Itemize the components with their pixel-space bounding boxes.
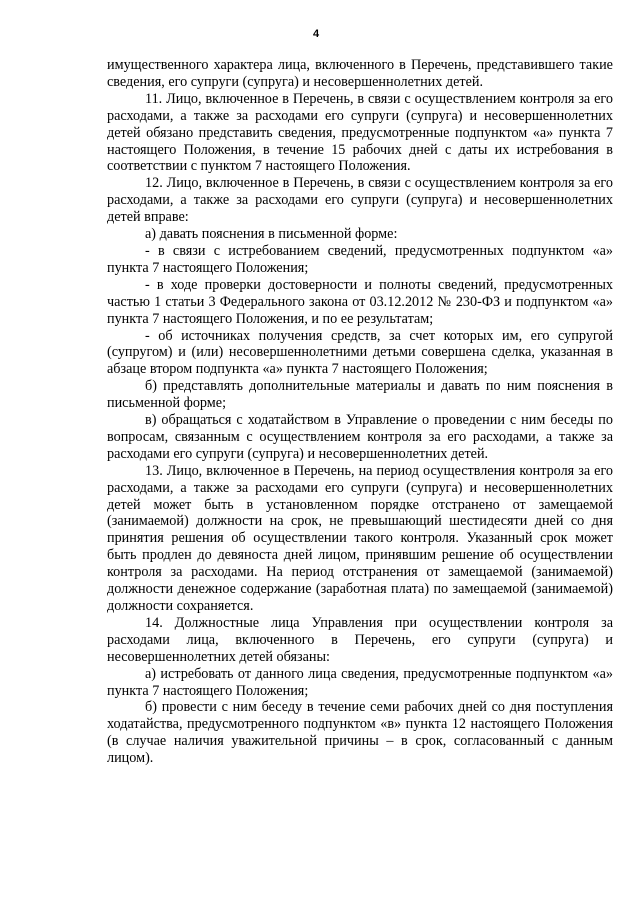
paragraph-item-14: 14. Должностные лица Управления при осуществлении контроля за расходами лица, включенного в Перечень, его супруги (супруга) и несовершеннолетних детей обязаны: <box>107 614 613 665</box>
paragraph-item-12a-dash-3: - об источниках получения средств, за счет которых им, его супругой (супругом) и (или) несовершеннолетними детьми совершена сделка, указанная в абзаце втором подпункта «а» пункта 7 настоящего Положения; <box>107 327 613 378</box>
paragraph-item-12a-dash-1: - в связи с истребованием сведений, предусмотренных подпунктом «а» пункта 7 настоящего Положения; <box>107 242 613 276</box>
paragraph-item-14b: б) провести с ним беседу в течение семи рабочих дней со дня поступления ходатайства, предусмотренного подпунктом «в» пункта 12 настоящего Положения (в случае наличия уважительной причины – в срок, согласованный с данным лицом). <box>107 699 613 767</box>
paragraph-item-11: 11. Лицо, включенное в Перечень, в связи с осуществлением контроля за его расходами, а также за расходами его супруги (супруга) и несовершеннолетних детей обязано представить сведения, предусмотренные подпунктом «а» пункта 7 настоящего Положения, в течение 15 рабочих дней с даты их истребования в соответствии с пунктом 7 настоящего Положения. <box>107 90 613 175</box>
paragraph-item-12b: б) представлять дополнительные материалы и давать по ним пояснения в письменной форме; <box>107 378 613 412</box>
paragraph-item-13: 13. Лицо, включенное в Перечень, на период осуществления контроля за его расходами, а также за расходами его супруги (супруга) и несовершеннолетних детей может быть в установленном порядке отстранено от замещаемой (занимаемой) должности на срок, не превышающий шестидесяти дней со дня принятия решения об осуществлении такого контроля. Указанный срок может быть продлен до девяноста дней лицом, принявшим решение об осуществлении контроля за расходами. На период отстранения от замещаемой (занимаемой) должности денежное содержание (заработная плата) по замещаемой (занимаемой) должности сохраняется. <box>107 462 613 614</box>
page-number: 4 <box>312 28 320 40</box>
paragraph-item-12a: а) давать пояснения в письменной форме: <box>145 226 398 243</box>
paragraph-continuation: имущественного характера лица, включенного в Перечень, представившего такие сведения, его супруги (супруга) и несовершеннолетних детей. <box>107 57 613 90</box>
paragraph-item-12a-dash-2: - в ходе проверки достоверности и полноты сведений, предусмотренных частью 1 статьи 3 Федерального закона от 03.12.2012 № 230-ФЗ и подпунктом «а» пункта 7 настоящего Положения, и по ее результатам; <box>107 276 613 327</box>
paragraph-item-14a: а) истребовать от данного лица сведения, предусмотренные подпунктом «а» пункта 7 настоящего Положения; <box>107 665 613 699</box>
document-body <box>107 57 613 767</box>
paragraph-item-12: 12. Лицо, включенное в Перечень, в связи с осуществлением контроля за его расходами, а также за расходами его супруги (супруга) и несовершеннолетних детей вправе: <box>107 175 613 226</box>
paragraph-item-12v: в) обращаться с ходатайством в Управление о проведении с ним беседы по вопросам, связанным с осуществлением контроля за его расходами, а также за расходами его супруги (супруга) и несовершеннолетних детей. <box>107 412 613 462</box>
